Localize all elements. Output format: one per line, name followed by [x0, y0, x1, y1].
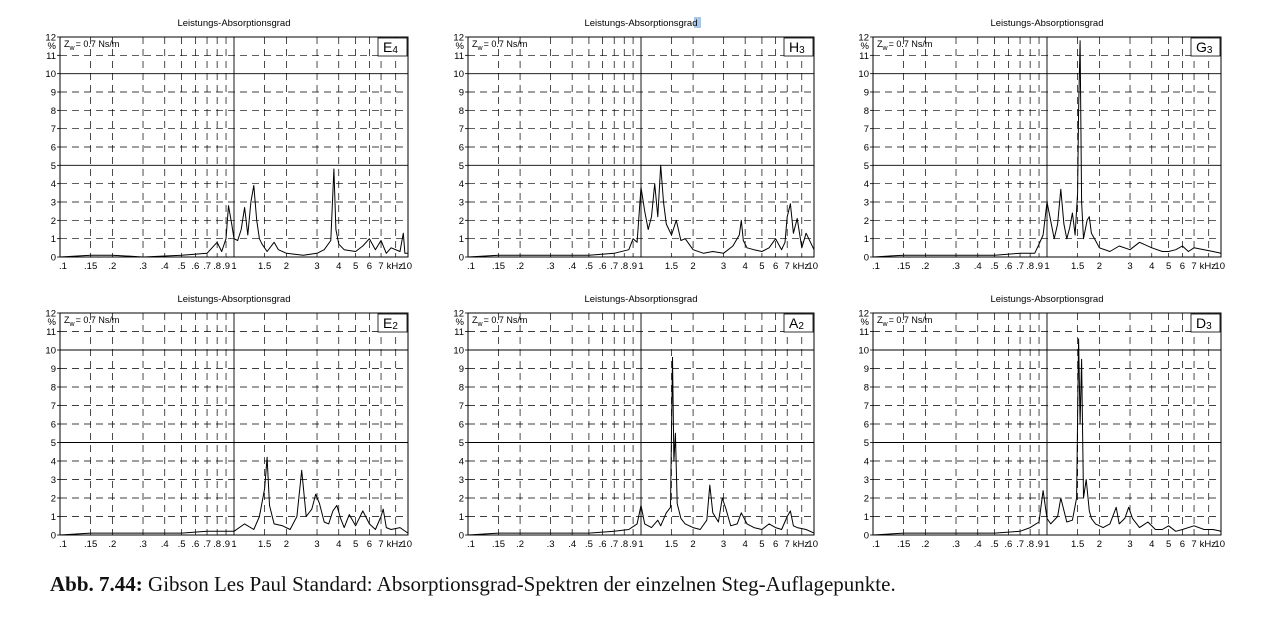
note-name: A — [789, 315, 799, 331]
x-tick-label: 3 — [720, 539, 727, 550]
x-tick-label: 10 — [401, 261, 412, 272]
note-octave: 3 — [799, 45, 805, 56]
note-name: H — [789, 39, 800, 55]
x-tick-label: .7 — [203, 261, 212, 272]
x-tick-label: 3 — [1127, 261, 1133, 272]
y-tick-label: 2 — [863, 215, 869, 227]
x-tick-label: .1 — [467, 261, 475, 272]
x-tick-label: .15 — [897, 261, 911, 272]
note-name: G — [1196, 39, 1207, 55]
x-tick-label: 5 — [759, 261, 765, 272]
y-tick-label: 3 — [50, 475, 56, 486]
y-tick-label: 9 — [863, 364, 869, 375]
x-tick-label: .1 — [59, 261, 67, 272]
y-tick-label: 4 — [863, 179, 869, 191]
y-tick-label: 0 — [458, 252, 464, 264]
y-tick-label: 2 — [50, 493, 56, 505]
x-tick-label: .9 — [1035, 261, 1044, 272]
x-tick-label: .2 — [108, 539, 117, 550]
x-tick-label: .9 — [629, 539, 638, 550]
x-tick-label: 10 — [1214, 261, 1225, 272]
x-tick-label: 10 — [807, 539, 818, 550]
x-tick-label: .7 — [203, 539, 212, 550]
y-tick-label: 8 — [458, 105, 464, 117]
x-tick-label: .6 — [598, 261, 607, 272]
x-tick-label: .2 — [516, 261, 525, 272]
x-tick-label: 7 — [1191, 261, 1197, 272]
chart-title-highlighted: d — [692, 18, 698, 29]
y-tick-label: 11 — [454, 327, 464, 338]
chart-title: Leistungs-Absorptionsgrad — [177, 294, 291, 305]
zw-value: = 0.7 Ns/m — [888, 39, 933, 49]
chart-panel-4 — [453, 294, 818, 550]
zw-symbol: Z — [64, 39, 70, 49]
y-tick-label: 1 — [458, 512, 464, 523]
x-tick-label: .15 — [84, 539, 98, 550]
x-tick-label: .2 — [108, 261, 117, 272]
y-unit-label: % — [860, 40, 869, 52]
x-tick-label: 6 — [366, 539, 373, 550]
y-tick-label: 0 — [50, 530, 56, 542]
y-unit-label: % — [455, 40, 464, 52]
y-tick-label: 4 — [458, 456, 464, 468]
y-tick-label: 7 — [863, 401, 869, 412]
x-tick-label: .3 — [952, 539, 960, 550]
x-tick-label: kHz — [792, 539, 810, 550]
y-tick-label: 7 — [50, 401, 56, 412]
y-tick-label: 11 — [46, 327, 56, 338]
note-name: E — [383, 39, 393, 55]
chart-title — [584, 18, 697, 29]
y-tick-label: 5 — [458, 160, 464, 172]
zw-annotation — [877, 39, 932, 52]
x-tick-label: .9 — [222, 261, 231, 272]
zw-value: = 0.7 Ns/m — [483, 315, 528, 325]
y-tick-label: 5 — [50, 438, 56, 449]
y-tick-label: 9 — [50, 87, 56, 99]
x-tick-label: .4 — [160, 261, 169, 272]
y-tick-label: 10 — [858, 345, 869, 357]
x-tick-label: 5 — [759, 539, 765, 550]
y-tick-label: 5 — [863, 160, 869, 172]
note-octave: 4 — [392, 45, 398, 56]
y-tick-label: 12 — [453, 32, 464, 44]
chart-panel-3 — [45, 294, 412, 550]
y-tick-label: 6 — [863, 419, 869, 431]
zw-annotation — [64, 39, 119, 52]
x-tick-label: 6 — [1179, 539, 1186, 550]
x-tick-label: .2 — [921, 261, 930, 272]
y-tick-label: 8 — [863, 382, 869, 394]
x-tick-label: .3 — [546, 261, 555, 272]
chart-panel-5 — [858, 294, 1225, 550]
x-tick-label: 5 — [352, 261, 359, 272]
y-tick-label: 3 — [863, 475, 869, 486]
zw-symbol: Z — [877, 315, 883, 325]
y-tick-label: 12 — [858, 32, 869, 44]
y-tick-label: 1 — [50, 512, 56, 523]
x-tick-label: .3 — [952, 261, 960, 272]
y-tick-label: 5 — [458, 438, 464, 449]
y-tick-label: 12 — [858, 308, 869, 320]
x-tick-label: 7 — [784, 539, 790, 550]
x-tick-label: 1 — [231, 261, 237, 272]
y-tick-label: 3 — [50, 197, 56, 209]
y-tick-label: 10 — [45, 345, 56, 357]
chart-panel-2 — [858, 18, 1225, 272]
y-tick-label: 2 — [863, 493, 869, 505]
zw-symbol: Z — [64, 315, 70, 325]
y-tick-label: 11 — [859, 327, 869, 338]
x-tick-label: .5 — [990, 539, 999, 550]
y-unit-label: % — [860, 316, 869, 328]
y-tick-label: 11 — [46, 50, 56, 62]
y-tick-label: 4 — [863, 456, 869, 468]
x-tick-label: 6 — [772, 539, 779, 550]
chart-title: Leistungs-Absorptionsgrad — [177, 18, 291, 29]
note-octave: 2 — [798, 321, 804, 332]
y-tick-label: 0 — [50, 252, 56, 264]
y-tick-label: 7 — [50, 124, 56, 136]
x-tick-label: .4 — [973, 261, 982, 272]
y-tick-label: 5 — [863, 438, 869, 449]
x-tick-label: .1 — [59, 539, 67, 550]
x-tick-label: kHz — [386, 539, 404, 550]
x-tick-label: .8 — [620, 261, 629, 272]
x-tick-label: .5 — [584, 261, 593, 272]
zw-symbol: Z — [472, 39, 478, 49]
x-tick-label: 3 — [720, 261, 727, 272]
x-tick-label: 1 — [638, 261, 644, 272]
y-tick-label: 9 — [863, 87, 869, 99]
x-tick-label: .6 — [191, 261, 200, 272]
y-tick-label: 10 — [45, 69, 56, 81]
y-tick-label: 2 — [458, 493, 464, 505]
figure-caption — [50, 572, 1250, 597]
x-tick-label: .6 — [1004, 261, 1013, 272]
y-tick-label: 6 — [458, 419, 464, 431]
x-tick-label: .8 — [213, 539, 222, 550]
y-tick-label: 10 — [453, 69, 464, 81]
x-tick-label: .5 — [990, 261, 999, 272]
x-tick-label: .5 — [584, 539, 593, 550]
x-tick-label: kHz — [1199, 261, 1217, 272]
x-tick-label: 1.5 — [258, 261, 272, 272]
y-tick-label: 11 — [859, 50, 869, 62]
x-tick-label: 10 — [401, 539, 412, 550]
x-tick-label: .5 — [177, 539, 186, 550]
y-tick-label: 9 — [458, 87, 464, 99]
y-tick-label: 4 — [50, 456, 56, 468]
x-tick-label: .3 — [139, 261, 147, 272]
y-tick-label: 8 — [50, 105, 56, 117]
y-tick-label: 12 — [45, 308, 56, 320]
zw-symbol: Z — [877, 39, 883, 49]
x-tick-label: .7 — [610, 539, 619, 550]
x-tick-label: .15 — [84, 261, 98, 272]
y-unit-label: % — [455, 316, 464, 328]
y-tick-label: 12 — [453, 308, 464, 320]
x-tick-label: 5 — [1165, 539, 1172, 550]
chart-title: Leistungs-Absorptionsgrad — [990, 18, 1104, 29]
x-tick-label: .15 — [491, 261, 506, 272]
y-tick-label: 12 — [45, 32, 56, 44]
zw-annotation — [472, 315, 527, 328]
x-tick-label: 1 — [1044, 539, 1050, 550]
y-unit-label: % — [47, 316, 56, 328]
zw-annotation — [472, 39, 527, 52]
x-tick-label: 2 — [283, 539, 290, 550]
x-tick-label: 7 — [378, 261, 384, 272]
x-tick-label: .6 — [191, 539, 200, 550]
y-tick-label: 11 — [454, 50, 464, 62]
y-tick-label: 10 — [453, 345, 464, 357]
y-tick-label: 4 — [50, 179, 56, 191]
x-tick-label: 3 — [1127, 539, 1133, 550]
chart-panel-1 — [453, 17, 818, 272]
y-tick-label: 2 — [50, 215, 56, 227]
y-tick-label: 8 — [458, 382, 464, 394]
x-tick-label: 7 — [378, 539, 384, 550]
x-tick-label: .8 — [213, 261, 222, 272]
x-tick-label: 2 — [690, 261, 696, 272]
x-tick-label: .5 — [177, 261, 186, 272]
y-tick-label: 8 — [50, 382, 56, 394]
caption-label: Abb. 7.44: — [50, 572, 143, 596]
x-tick-label: 10 — [807, 261, 818, 272]
x-tick-label: 1.5 — [1071, 539, 1085, 550]
note-octave: 3 — [1206, 321, 1212, 332]
y-tick-label: 3 — [863, 197, 869, 209]
y-tick-label: 2 — [458, 215, 464, 227]
zw-subscript: w — [882, 321, 888, 328]
zw-subscript: w — [69, 321, 75, 328]
x-tick-label: 1.5 — [664, 539, 679, 550]
y-tick-label: 7 — [458, 124, 464, 136]
y-tick-label: 1 — [50, 234, 56, 246]
note-name: E — [383, 315, 393, 331]
x-tick-label: .9 — [1035, 539, 1044, 550]
x-tick-label: 1.5 — [1071, 261, 1085, 272]
x-tick-label: 1 — [231, 539, 237, 550]
x-tick-label: 3 — [314, 539, 320, 550]
x-tick-label: .7 — [610, 261, 619, 272]
y-tick-label: 1 — [863, 234, 869, 246]
y-tick-label: 3 — [458, 475, 464, 486]
y-tick-label: 0 — [863, 252, 869, 264]
chart-panel-0 — [45, 18, 412, 272]
x-tick-label: .7 — [1016, 539, 1025, 550]
y-tick-label: 7 — [458, 401, 464, 412]
y-tick-label: 3 — [458, 197, 464, 209]
x-tick-label: 1.5 — [258, 539, 272, 550]
x-tick-label: 7 — [784, 261, 790, 272]
zw-annotation — [64, 315, 119, 328]
x-tick-label: .8 — [1026, 539, 1035, 550]
x-tick-label: 4 — [336, 261, 342, 272]
y-tick-label: 6 — [50, 419, 56, 431]
y-tick-label: 7 — [863, 124, 869, 136]
zw-subscript: w — [882, 45, 888, 52]
caption-text: Gibson Les Paul Standard: Absorptionsgrad-Spektren der einzelnen Steg-Auflagepunkte. — [142, 572, 896, 596]
x-tick-label: .3 — [546, 539, 555, 550]
y-tick-label: 9 — [458, 364, 464, 375]
y-tick-label: 8 — [863, 105, 869, 117]
x-tick-label: kHz — [386, 261, 404, 272]
x-tick-label: 5 — [1165, 261, 1172, 272]
y-tick-label: 9 — [50, 364, 56, 375]
x-tick-label: .1 — [872, 261, 880, 272]
note-octave: 2 — [392, 321, 398, 332]
x-tick-label: 2 — [1096, 539, 1103, 550]
note-name: D — [1196, 315, 1207, 331]
x-tick-label: .7 — [1016, 261, 1025, 272]
x-tick-label: 4 — [1149, 261, 1155, 272]
x-tick-label: kHz — [1199, 539, 1217, 550]
y-unit-label: % — [47, 40, 56, 52]
x-tick-label: 1 — [638, 539, 644, 550]
x-tick-label: .6 — [598, 539, 607, 550]
x-tick-label: .9 — [629, 261, 638, 272]
note-octave: 3 — [1206, 45, 1213, 56]
x-tick-label: 4 — [742, 539, 748, 550]
y-tick-label: 0 — [458, 530, 464, 542]
x-tick-label: 7 — [1191, 539, 1197, 550]
y-tick-label: 4 — [458, 179, 464, 191]
zw-annotation — [877, 315, 932, 328]
chart-title: Leistungs-Absorptionsgrad — [584, 294, 698, 305]
x-tick-label: .2 — [921, 539, 930, 550]
x-tick-label: 2 — [283, 261, 290, 272]
x-tick-label: 6 — [366, 261, 373, 272]
x-tick-label: 5 — [352, 539, 359, 550]
x-tick-label: .1 — [872, 539, 880, 550]
zw-subscript: w — [477, 45, 483, 52]
x-tick-label: 1.5 — [664, 261, 679, 272]
x-tick-label: .1 — [467, 539, 475, 550]
y-tick-label: 6 — [863, 142, 869, 154]
y-tick-label: 0 — [863, 530, 869, 542]
y-tick-label: 6 — [458, 142, 464, 154]
chart-title-main: Leistungs-Absorptionsgra — [584, 18, 693, 29]
x-tick-label: 10 — [1214, 539, 1225, 550]
y-tick-label: 1 — [458, 234, 464, 246]
x-tick-label: .15 — [491, 539, 506, 550]
zw-value: = 0.7 Ns/m — [888, 315, 933, 325]
x-tick-label: .8 — [620, 539, 629, 550]
y-tick-label: 10 — [858, 69, 869, 81]
x-tick-label: 6 — [772, 261, 779, 272]
zw-symbol: Z — [472, 315, 478, 325]
x-tick-label: .4 — [973, 539, 982, 550]
y-tick-label: 1 — [863, 512, 869, 523]
x-tick-label: 4 — [742, 261, 748, 272]
x-tick-label: 4 — [1149, 539, 1155, 550]
x-tick-label: 3 — [314, 261, 320, 272]
x-tick-label: .4 — [160, 539, 169, 550]
x-tick-label: .4 — [568, 261, 577, 272]
x-tick-label: 2 — [1096, 261, 1103, 272]
zw-value: = 0.7 Ns/m — [483, 39, 528, 49]
zw-subscript: w — [69, 45, 75, 52]
x-tick-label: .4 — [568, 539, 577, 550]
x-tick-label: 2 — [690, 539, 696, 550]
x-tick-label: 4 — [336, 539, 342, 550]
x-tick-label: .6 — [1004, 539, 1013, 550]
x-tick-label: 6 — [1179, 261, 1186, 272]
x-tick-label: kHz — [792, 261, 810, 272]
x-tick-label: .8 — [1026, 261, 1035, 272]
zw-value: = 0.7 Ns/m — [75, 39, 120, 49]
x-tick-label: .15 — [897, 539, 911, 550]
x-tick-label: .9 — [222, 539, 231, 550]
zw-value: = 0.7 Ns/m — [75, 315, 120, 325]
y-tick-label: 6 — [50, 142, 56, 154]
zw-subscript: w — [477, 321, 483, 328]
x-tick-label: .2 — [516, 539, 525, 550]
x-tick-label: 1 — [1044, 261, 1050, 272]
chart-title: Leistungs-Absorptionsgrad — [990, 294, 1104, 305]
x-tick-label: .3 — [139, 539, 147, 550]
y-tick-label: 5 — [50, 160, 56, 172]
